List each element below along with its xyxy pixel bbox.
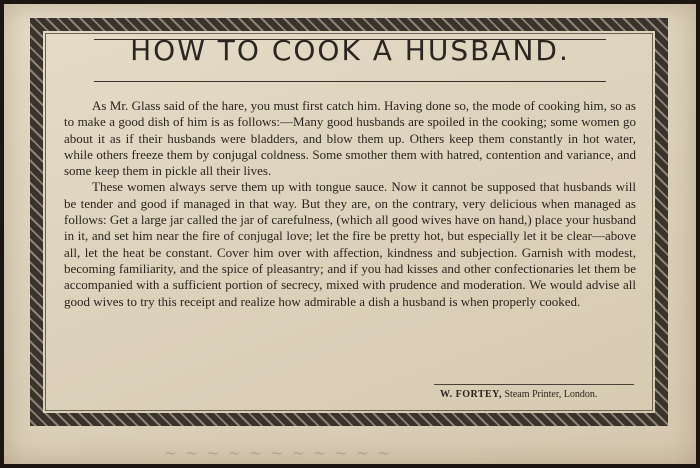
broadside-card <box>4 4 696 464</box>
printer-name: W. FORTEY, <box>440 389 502 400</box>
imprint-rule <box>434 384 634 385</box>
printer-imprint <box>440 389 597 400</box>
paragraph-2: These women always serve them up with tongue sauce. Now it cannot be supposed that husbands will be tender and good if managed in that way. But they are, on the contrary, very delicious when managed as follows: Get a large jar called the jar of carefulness, (which all good wives have on hand,) place your husband in it, and set him near the fire of conjugal love; let the fire be pretty hot, but especially let it be clear—above all, let the heat be constant. Cover him over with affection, kindness and subjection. Garnish with modest, becoming familiarity, and the spice of pleasantry; and if you had kisses and other confectionaries let them be accompanied with a sufficient portion of secrecy, mixed with prudence and moderation. We would advise all good wives to try this receipt and realize how admirable a dish a husband is when properly cooked. <box>64 179 636 309</box>
pencil-annotation: ~ ~ ~ ~ ~ ~ ~ ~ ~ ~ ~ <box>164 444 392 462</box>
printer-details: Steam Printer, London. <box>504 389 598 400</box>
page-title: HOW TO COOK A HUSBAND. <box>130 34 570 67</box>
recipe-body <box>64 98 636 310</box>
title-rule-bottom <box>94 81 606 82</box>
paragraph-1: As Mr. Glass said of the hare, you must first catch him. Having done so, the mode of cooking him, so as to make a good dish of him is as follows:—Many good husbands are spoiled in the cooking; some women go about it as if their husbands were bladders, and blow them up. Others keep them constantly in hot water, while others freeze them by conjugal coldness. Some smother them with hatred, contention and variance, and some keep them in pickle all their lives. <box>64 98 636 179</box>
